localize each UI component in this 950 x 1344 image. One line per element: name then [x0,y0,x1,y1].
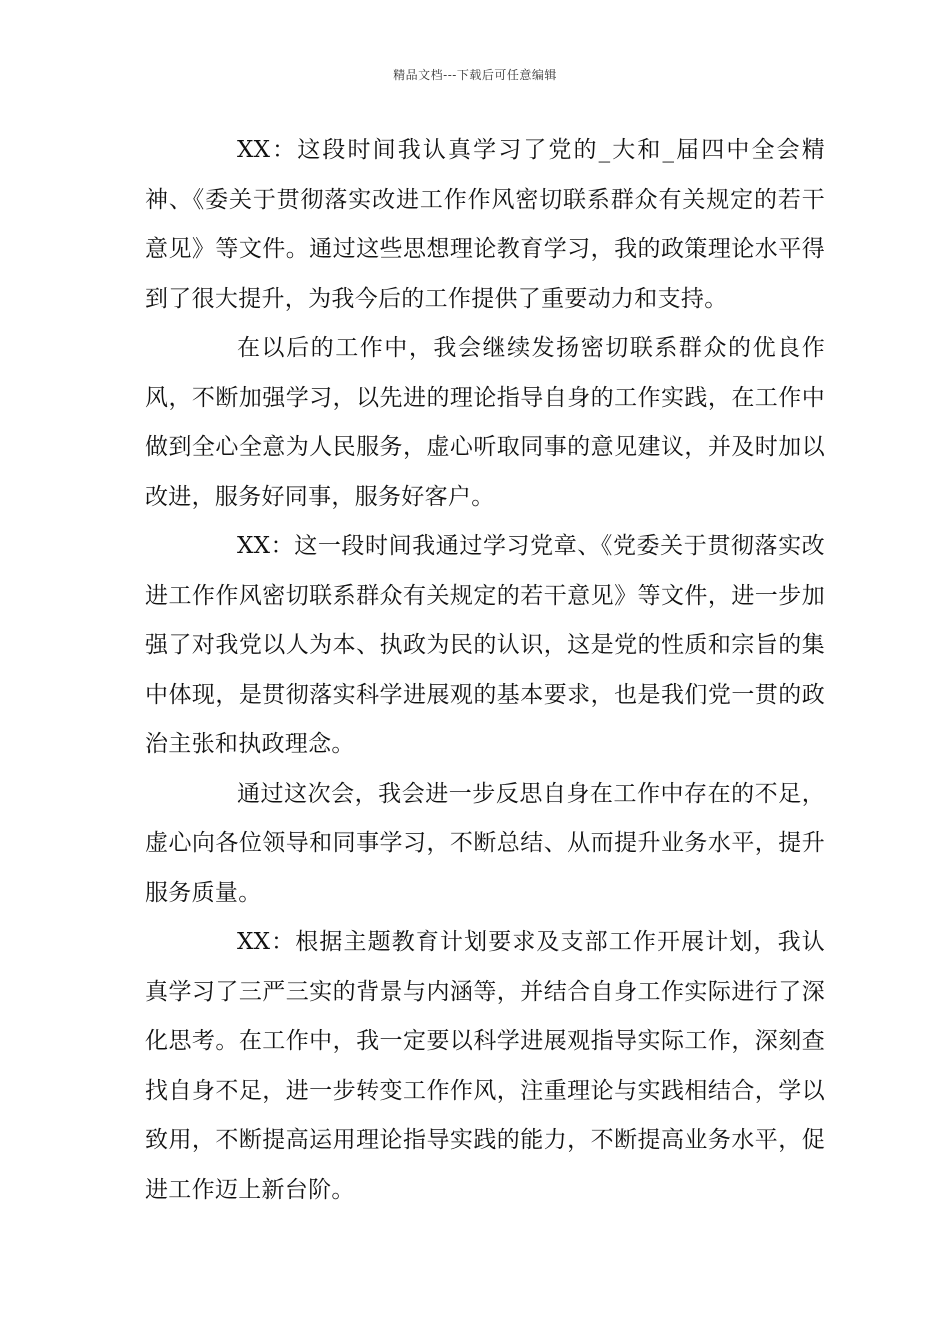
page-header: 精品文档---下载后可任意编辑 [393,68,557,82]
paragraph-5: XX：根据主题教育计划要求及支部工作开展计划，我认真学习了三严三实的背景与内涵等，并结合自身工作实际进行了深化思考。在工作中，我一定要以科学进展观指导实际工作，深刻查找自身不足，进一步转变工作作风，注重理论与实践相结合，学以致用，不断提高运用理论指导实践的能力，不断提高业务水平，促进工作迈上新台阶。 [145,929,825,1203]
paragraph-4: 通过这次会，我会进一步反思自身在工作中存在的不足，虚心向各位领导和同事学习，不断总结、从而提升业务水平，提升服务质量。 [145,780,825,906]
paragraph-1: XX：这段时间我认真学习了党的_大和_届四中全会精神、《委关于贯彻落实改进工作作风密切联系群众有关规定的若干意见》等文件。通过这些思想理论教育学习，我的政策理论水平得到了很大提升，为我今后的工作提供了重要动力和支持。 [145,137,825,312]
document-body [145,126,825,1215]
paragraph-2: 在以后的工作中，我会继续发扬密切联系群众的优良作风，不断加强学习，以先进的理论指导自身的工作实践，在工作中做到全心全意为人民服务，虚心听取同事的意见建议，并及时加以改进，服务好同事，服务好客户。 [145,335,825,510]
paragraph-3: XX：这一段时间我通过学习党章、《党委关于贯彻落实改进工作作风密切联系群众有关规定的若干意见》等文件，进一步加强了对我党以人为本、执政为民的认识，这是党的性质和宗旨的集中体现，是贯彻落实科学进展观的基本要求，也是我们党一贯的政治主张和执政理念。 [145,533,825,757]
